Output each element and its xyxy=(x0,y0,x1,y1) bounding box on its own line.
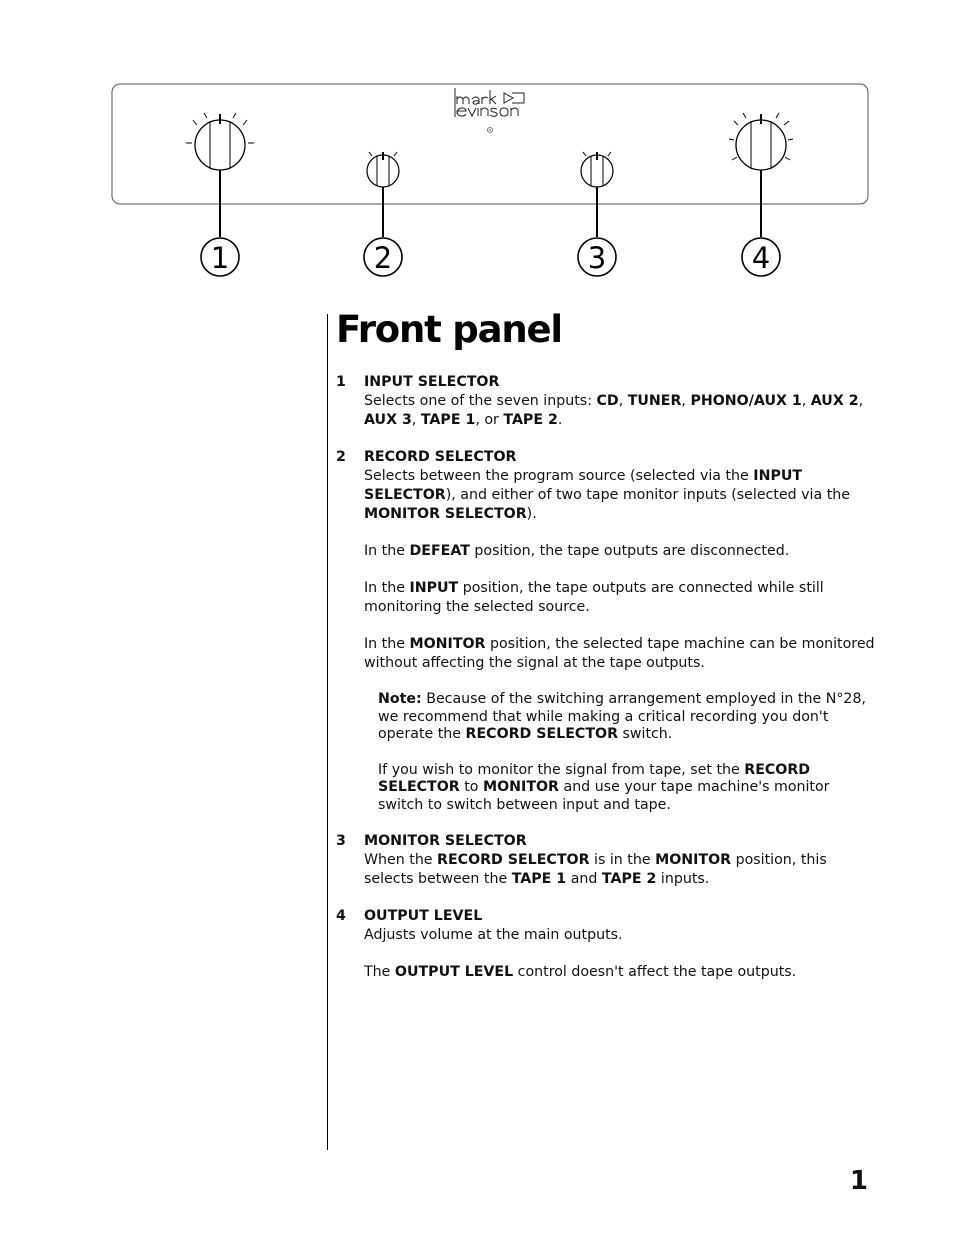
input-paragraph: In the INPUT position, the tape outputs are connected while still monitoring the selected source. xyxy=(364,580,824,615)
item-heading: RECORD SELECTOR xyxy=(364,449,517,465)
page-number: 1 xyxy=(849,1166,868,1196)
svg-text:4: 4 xyxy=(751,241,771,275)
item-heading: OUTPUT LEVEL xyxy=(364,908,483,924)
item-record-selector xyxy=(336,448,876,814)
callout-2 xyxy=(364,238,402,276)
output-level-note: The OUTPUT LEVEL control doesn't affect the tape outputs. xyxy=(364,964,797,980)
callout-3 xyxy=(578,238,616,276)
item-number: 2 xyxy=(336,449,346,465)
monitor-paragraph: In the MONITOR position, the selected tape machine can be monitored without affecting the signal at the tape outputs. xyxy=(364,636,875,671)
vertical-rule xyxy=(327,314,328,1150)
item-description: When the RECORD SELECTOR is in the MONITOR position, this selects between the TAPE 1 and TAPE 2 inputs. xyxy=(364,852,827,887)
item-description: Adjusts volume at the main outputs. xyxy=(364,927,623,943)
controls-description xyxy=(336,373,876,982)
defeat-paragraph: In the DEFEAT position, the tape outputs are disconnected. xyxy=(364,543,790,559)
input-selector-knob xyxy=(186,113,254,170)
item-output-level xyxy=(336,907,876,982)
page-title: Front panel xyxy=(336,308,562,351)
output-level-knob xyxy=(729,113,793,170)
item-input-selector xyxy=(336,373,876,430)
item-monitor-selector xyxy=(336,832,876,889)
monitor-selector-knob xyxy=(581,152,613,187)
callout-4 xyxy=(742,238,780,276)
note-monitor-paragraph: If you wish to monitor the signal from tape, set the RECORD SELECTOR to MONITOR and use your tape machine's monitor switch to switch between input and tape. xyxy=(378,761,830,813)
note-paragraph: Note: Because of the switching arrangement employed in the N°28, we recommend that while making a critical recording you don't operate the RECORD SELECTOR switch. xyxy=(378,691,866,742)
svg-text:3: 3 xyxy=(587,241,607,275)
item-number: 4 xyxy=(336,908,346,924)
mark-levinson-logo xyxy=(455,88,524,117)
svg-text:2: 2 xyxy=(373,241,393,275)
item-number: 3 xyxy=(336,833,346,849)
front-panel-diagram xyxy=(0,0,954,300)
record-selector-knob xyxy=(367,152,399,187)
svg-text:1: 1 xyxy=(210,241,230,275)
item-heading: INPUT SELECTOR xyxy=(364,374,500,390)
item-number: 1 xyxy=(336,374,346,390)
callout-1 xyxy=(201,238,239,276)
note-block xyxy=(378,691,876,814)
item-description: Selects between the program source (selected via the INPUT SELECTOR), and either of two tape monitor inputs (selected via the MONITOR SELECTOR). xyxy=(364,468,850,522)
item-heading: MONITOR SELECTOR xyxy=(364,833,527,849)
item-description: Selects one of the seven inputs: CD, TUNER, PHONO/AUX 1, AUX 2, AUX 3, TAPE 1, or TAPE 2. xyxy=(364,393,864,428)
